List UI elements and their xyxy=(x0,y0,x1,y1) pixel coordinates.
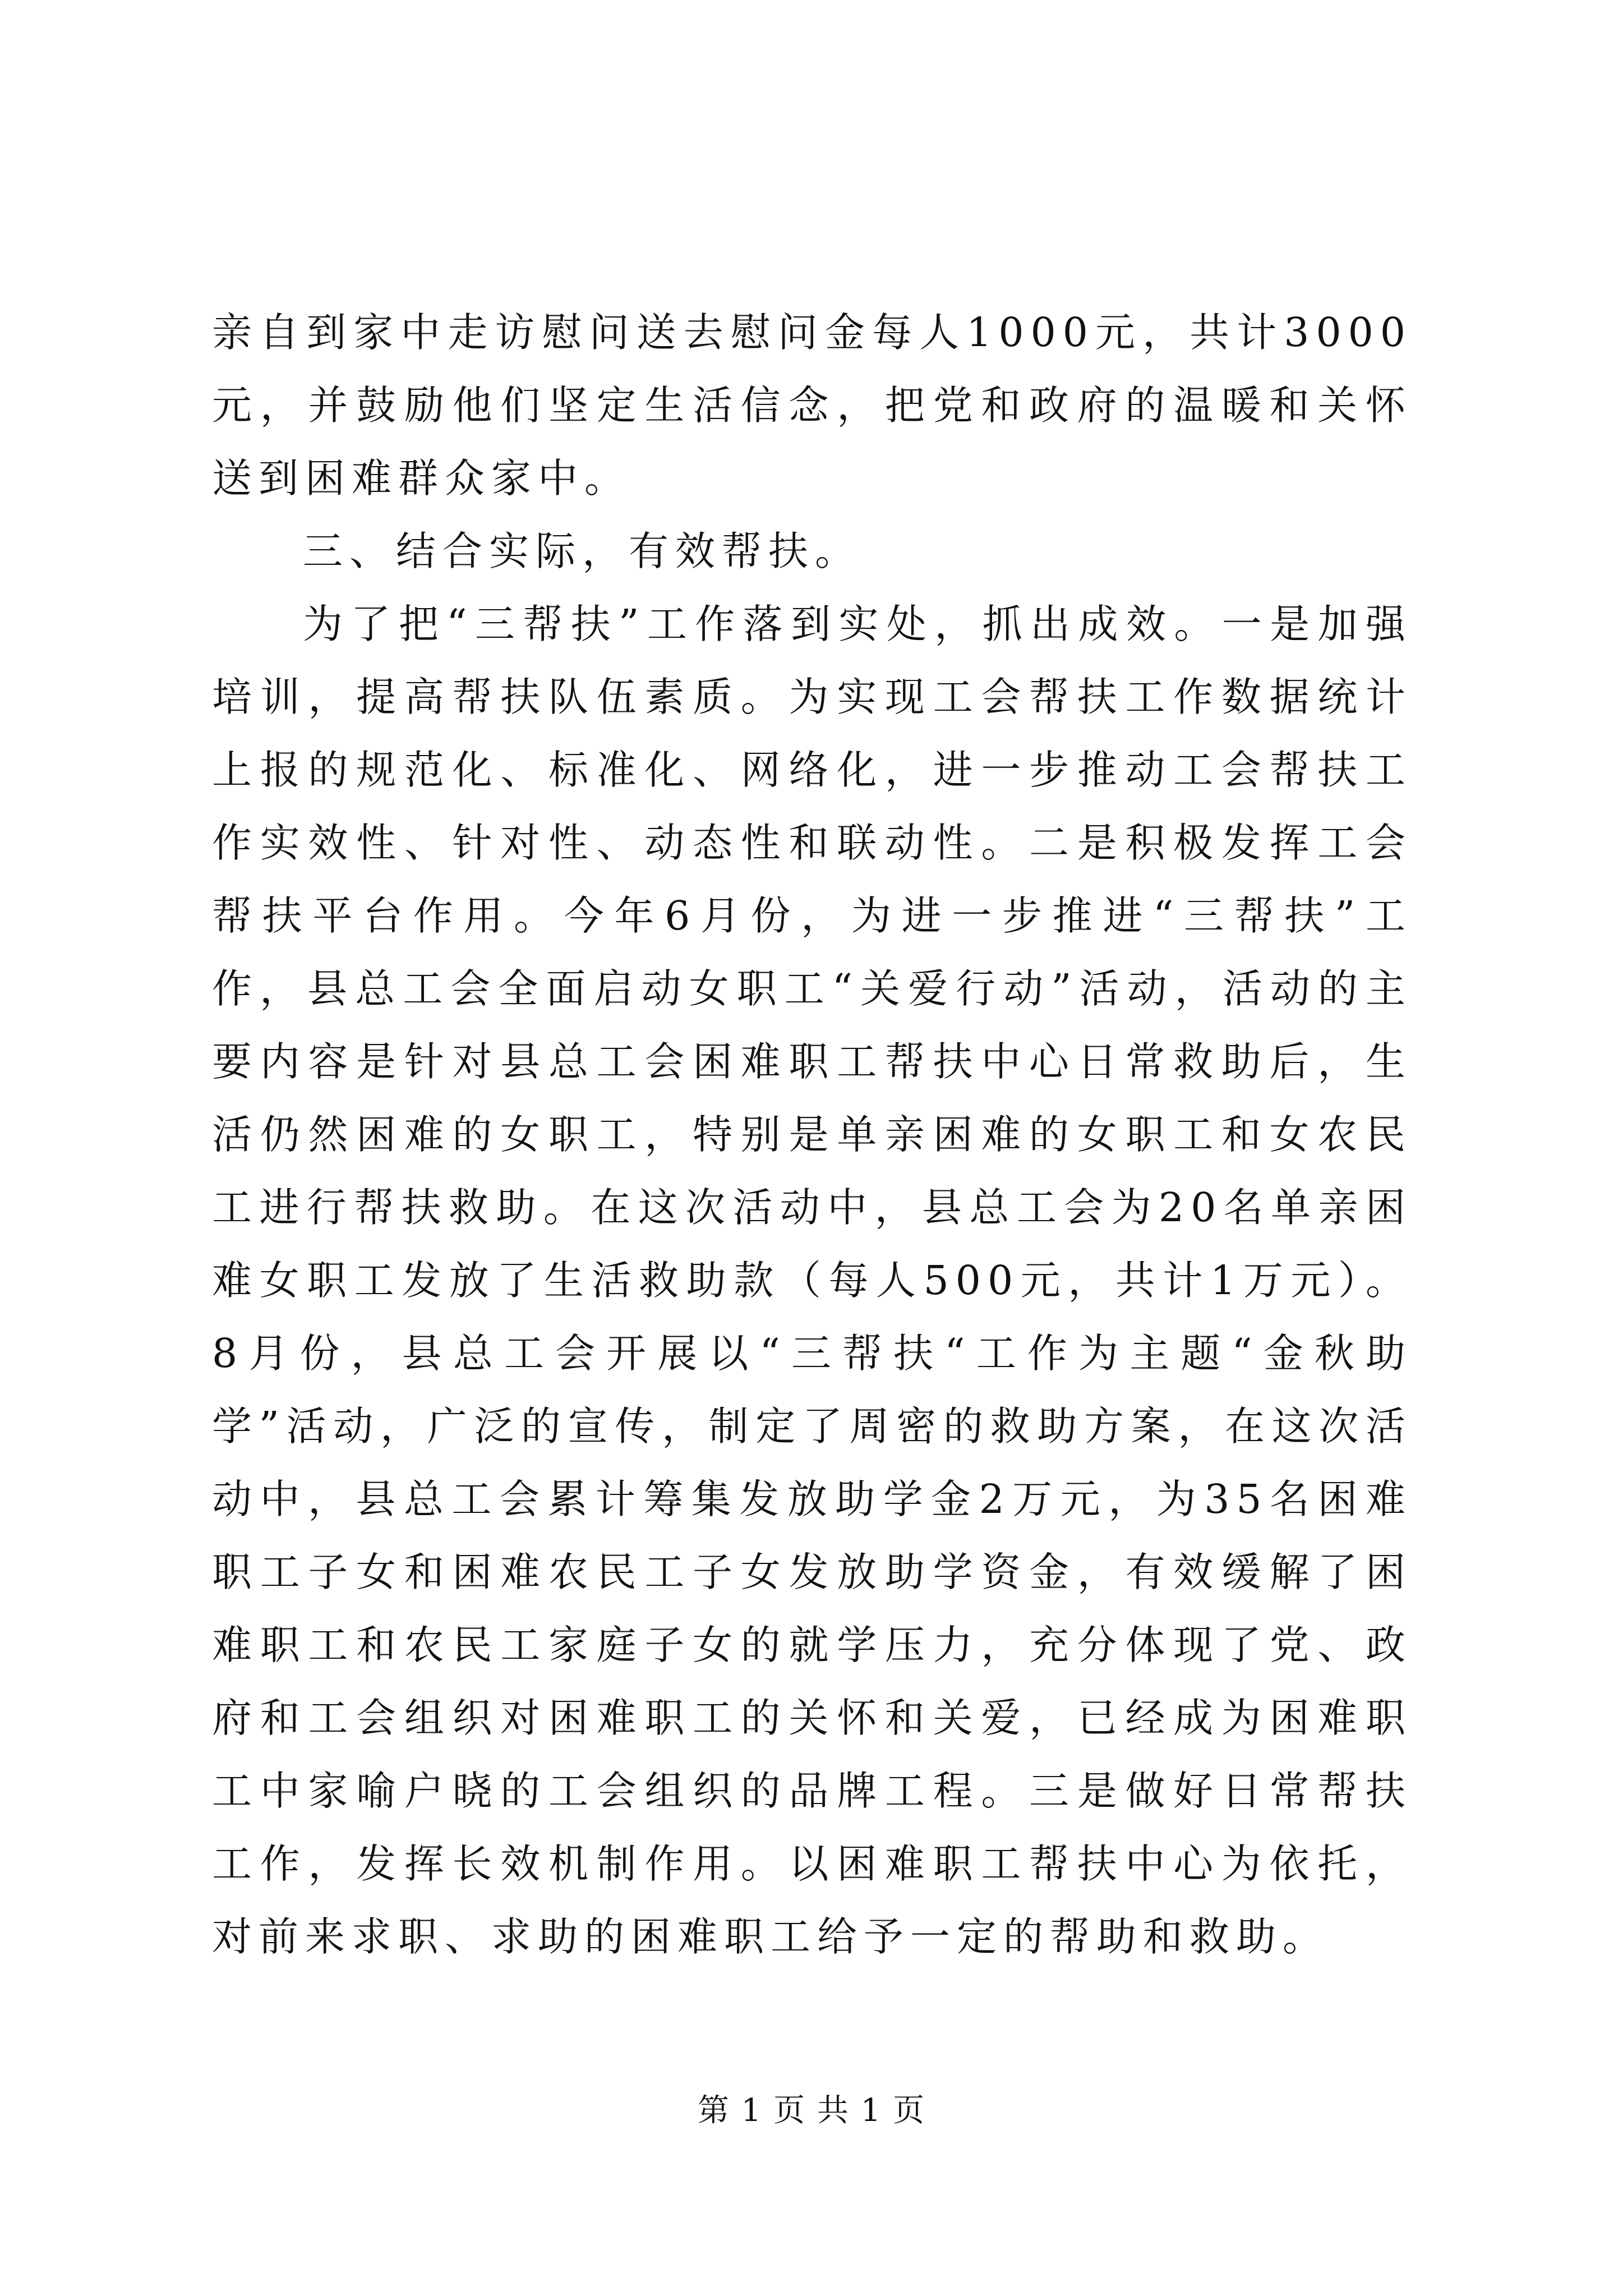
paragraph-visit-condolence: 亲自到家中走访慰问送去慰问金每人1000元，共计3000元，并鼓励他们坚定生活信念，把党和政府的温暖和关怀送到困难群众家中。 xyxy=(212,309,1412,501)
paragraph-assistance-details: 为了把“三帮扶”工作落到实处，抓出成效。一是加强培训，提高帮扶队伍素质。为实现工会帮扶工作数据统计上报的规范化、标准化、网络化，进一步推动工会帮扶工作实效性、针对性、动态性和联动性。二是积极发挥工会帮扶平台作用。今年6月份，为进一步推进“三帮扶”工作，县总工会全面启动女职工“关爱行动”活动，活动的主要内容是针对县总工会困难职工帮扶中心日常救助后，生活仍然困难的女职工，特别是单亲困难的女职工和女农民工进行帮扶救助。在这次活动中，县总工会为20名单亲困难女职工发放了生活救助款（每人500元，共计1万元）。8月份，县总工会开展以“三帮扶“工作为主题“金秋助学”活动，广泛的宣传，制定了周密的救助方案，在这次活动中，县总工会累计筹集发放助学金2万元，为35名困难职工子女和困难农民工子女发放助学资金，有效缓解了困难职工和农民工家庭子女的就学压力，充分体现了党、政府和工会组织对困难职工的关怀和关爱，已经成为困难职工中家喻户晓的工会组织的品牌工程。三是做好日常帮扶工作，发挥长效机制作用。以困难职工帮扶中心为依托，对前来求职、求助的困难职工给予一定的帮助和救助。 xyxy=(212,601,1412,1960)
section-heading-effective-assistance: 三、结合实际，有效帮扶。 xyxy=(303,528,862,574)
page-footer: 第 1 页 共 1 页 xyxy=(697,2092,926,2129)
document-body xyxy=(212,296,1412,1973)
